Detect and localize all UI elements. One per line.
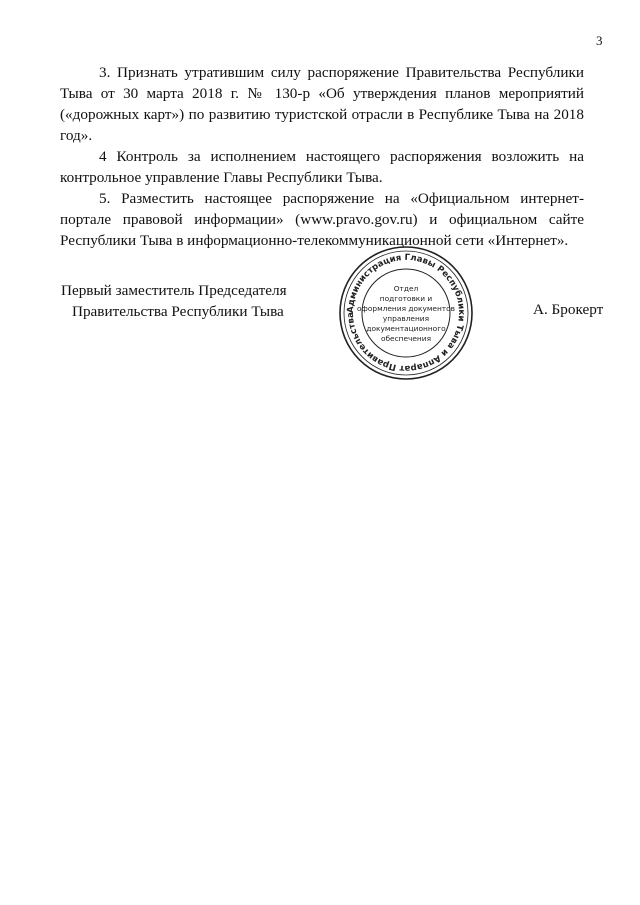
stamp-center-line: обеспечения bbox=[380, 334, 432, 343]
stamp-outer-ring bbox=[340, 247, 472, 379]
paragraph-3: 3. Признать утратившим силу распоряжение Правительства Республики Тыва от 30 марта 2018 г. № 130-р «Об утверждения планов мероприятий («дорожных карт») по развитию туристской отрасли в Республике Тыва на 2018 год». bbox=[60, 64, 584, 144]
stamp-center-line: оформления документов bbox=[357, 304, 455, 313]
stamp-center-line: управления bbox=[382, 314, 430, 323]
signatory-position bbox=[61, 280, 287, 322]
stamp-ring-2 bbox=[344, 251, 468, 375]
paragraph-4: 4 Контроль за исполнением настоящего распоряжения возложить на контрольное управление Главы Республики Тыва. bbox=[60, 148, 584, 186]
stamp-center-line: Отдел bbox=[393, 284, 419, 293]
stamp-center-line: подготовки и bbox=[379, 294, 433, 303]
document-body bbox=[60, 62, 584, 251]
stamp-center-line: документационного bbox=[366, 324, 446, 333]
stamp-graphic bbox=[337, 244, 475, 382]
stamp-ring-text: Администрация Главы Республики Тыва и Аппарат Правительства bbox=[345, 252, 467, 374]
page-number: 3 bbox=[596, 33, 603, 48]
stamp-inner-ring bbox=[362, 269, 450, 357]
official-stamp bbox=[337, 244, 475, 382]
signatory-position-line1: Первый заместитель Председателя bbox=[61, 282, 287, 299]
signatory-position-line2: Правительства Республики Тыва bbox=[72, 303, 284, 320]
signatory-name: А. Брокерт bbox=[533, 301, 604, 318]
paragraph-5: 5. Разместить настоящее распоряжение на «Официальном интернет-портале правовой информации» (www.pravo.gov.ru) и официальном сайте Республики Тыва в информационно-телекоммуникационной сети «Интернет». bbox=[60, 190, 584, 249]
